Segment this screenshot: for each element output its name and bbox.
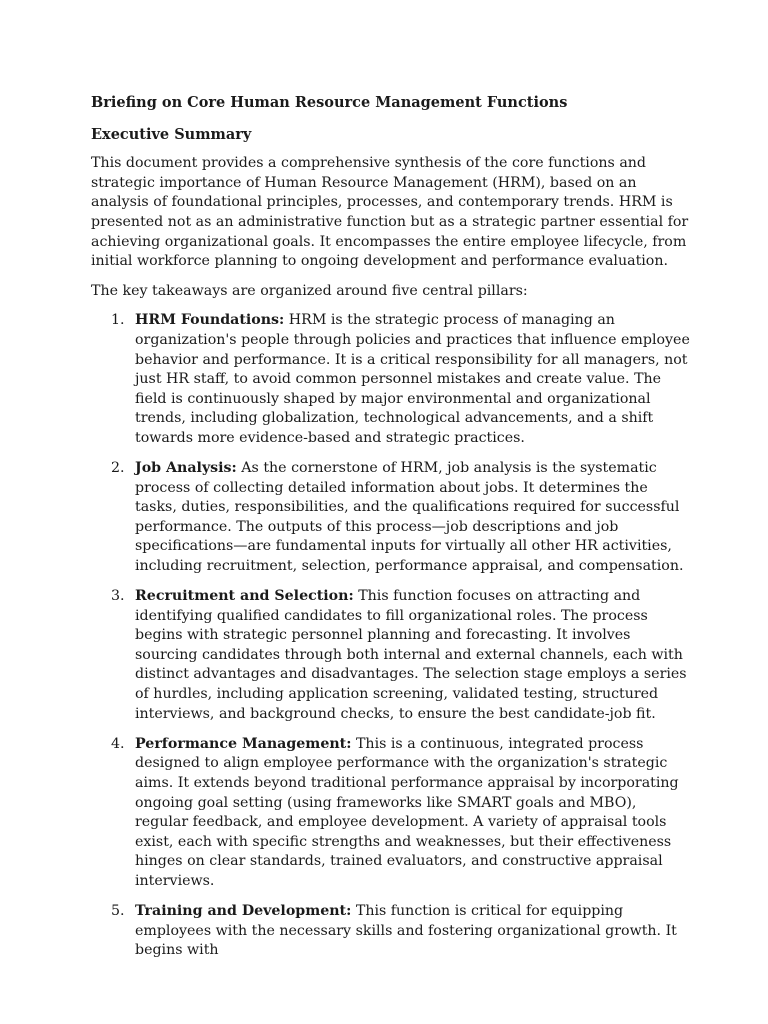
list-item-performance-management [91,735,691,892]
list-item-job-analysis [91,459,691,577]
list-item-term: Training and Development: [135,902,352,919]
summary-paragraph: This document provides a comprehensive synthesis of the core functions and strategic importance of Human Resource Management (HRM), based on an analysis of foundational principles, processes, and contemporary trends. HRM is presented not as an administrative function but as a strategic partner essential for achieving organizational goals. It encompasses the entire employee lifecycle, from initial workforce planning to ongoing development and performance evaluation. [91,155,689,270]
list-item-recruitment-selection [91,587,691,724]
list-item-text: As the cornerstone of HRM, job analysis is the systematic process of collecting detailed information about jobs. It determines the tasks, duties, responsibilities, and the qualifications required for successful performance. The outputs of this process—job descriptions and job specifications—are fundamental inputs for virtually all other HR activities, including recruitment, selection, performance appraisal, and compensation. [135,460,684,574]
list-item-training-development [91,902,691,961]
pillars-list [91,311,691,960]
document-title: Briefing on Core Human Resource Management Functions [91,94,568,111]
list-number: 1. [111,312,125,329]
list-item-term: HRM Foundations: [135,312,285,329]
list-item-text: HRM is the strategic process of managing an organization's people through policies and practices that influence employee behavior and performance. It is a critical responsibility for all managers, not just HR staff, to avoid common personnel mistakes and create value. The field is continuously shaped by major environmental and organizational trends, including globalization, technological advancements, and a shift towards more evidence-based and strategic practices. [135,312,690,446]
document-page [91,93,691,971]
lead-in-sentence: The key takeaways are organized around five central pillars: [91,282,528,299]
list-item-text: This is a continuous, integrated process designed to align employee performance with the organization's strategic aims. It extends beyond traditional performance appraisal by incorporating ongoing goal setting (using frameworks like SMART goals and MBO), regular feedback, and employee development. A variety of appraisal tools exist, each with specific strengths and weaknesses, but their effectiveness hinges on clear standards, trained evaluators, and constructive appraisal interviews. [135,735,679,889]
list-item-term: Recruitment and Selection: [135,588,354,605]
section-heading-executive-summary: Executive Summary [91,125,252,143]
list-item-term: Job Analysis: [135,460,237,476]
list-item-text: This function focuses on attracting and identifying qualified candidates to fill organizational roles. The process begins with strategic personnel planning and forecasting. It involves sourcing candidates through both internal and external channels, each with distinct advantages and disadvantages. The selection stage employs a series of hurdles, including application screening, validated testing, structured interviews, and background checks, to ensure the best candidate-job fit. [135,588,687,722]
list-number: 3. [111,588,125,605]
list-number: 4. [111,735,125,752]
list-item-term: Performance Management: [135,735,352,752]
list-number: 2. [111,460,125,476]
list-item-text: This function is critical for equipping employees with the necessary skills and fostering organizational growth. It begins with [135,902,677,959]
list-number: 5. [111,902,125,919]
list-item-hrm-foundations [91,311,691,448]
